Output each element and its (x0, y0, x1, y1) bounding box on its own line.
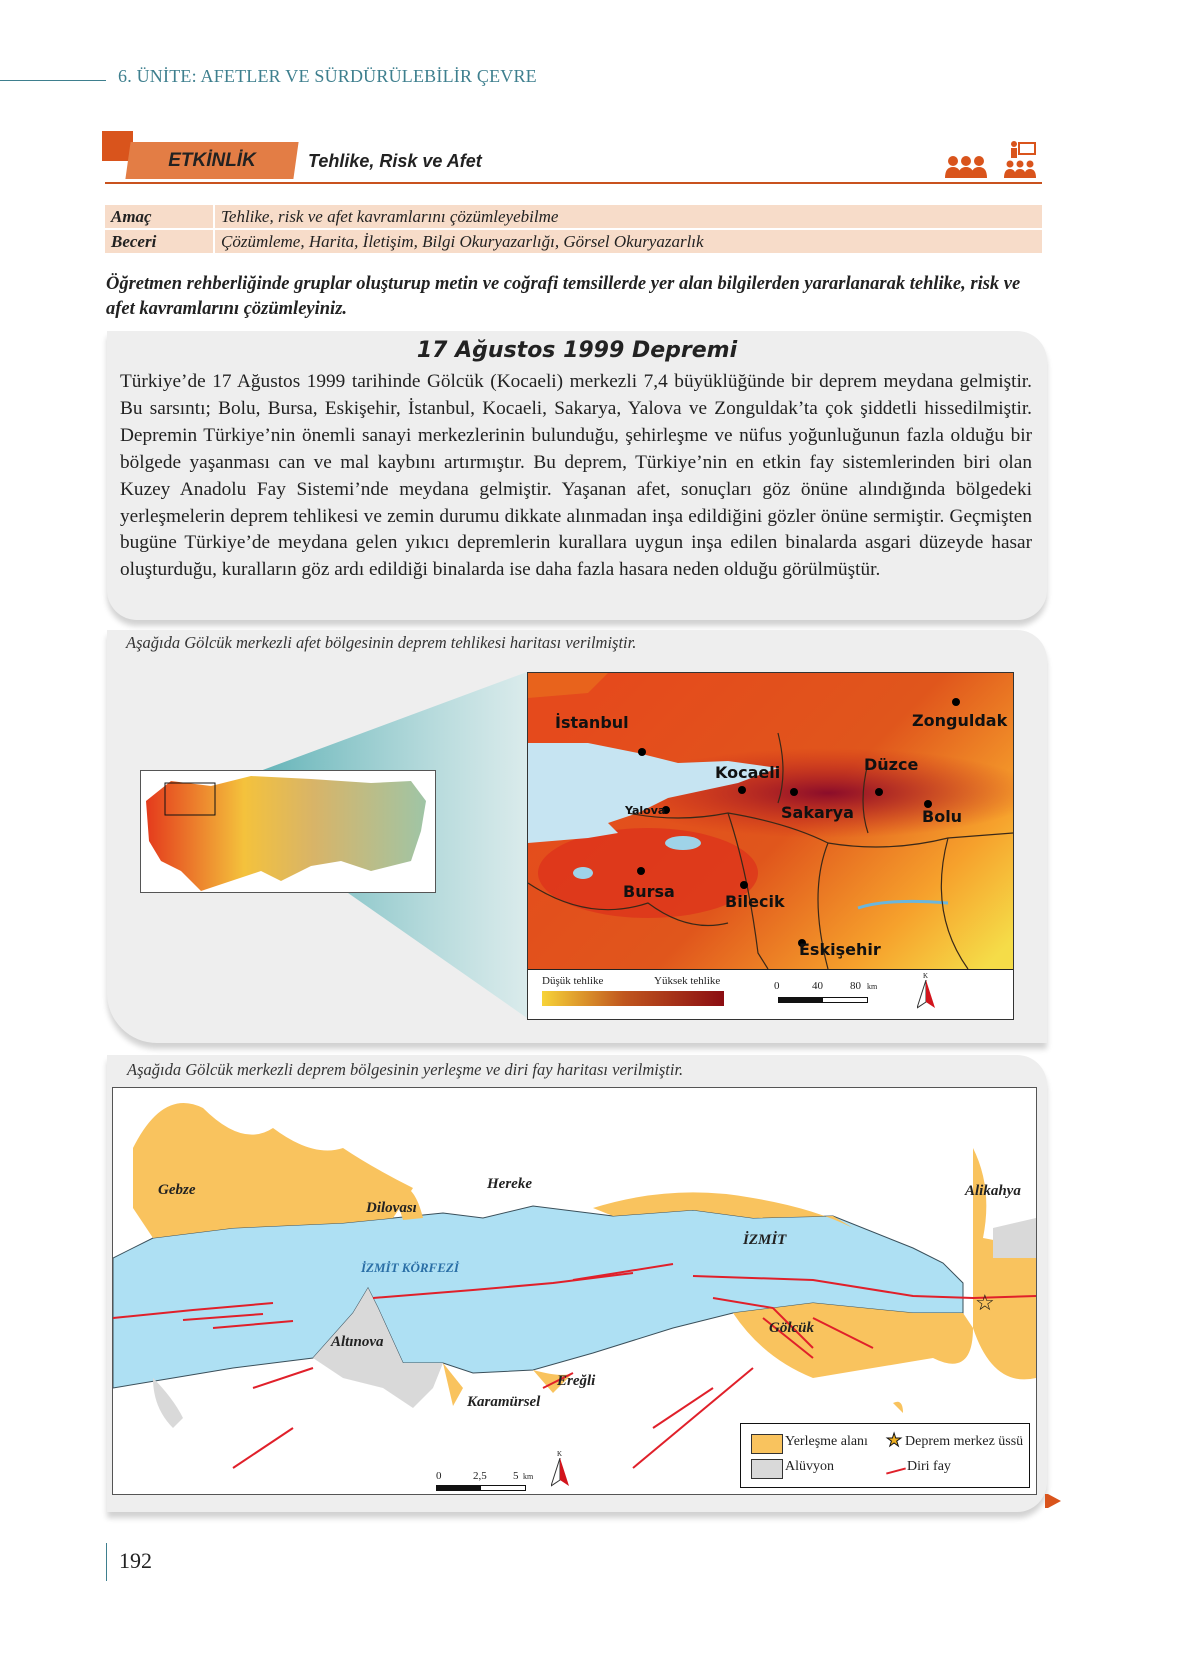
place-label-karamursel: Karamürsel (467, 1394, 541, 1410)
city-label: İstanbul (555, 713, 629, 732)
group-work-icon (945, 156, 987, 178)
reading-body: Türkiye’de 17 Ağustos 1999 tarihinde Gölcük (Kocaeli) merkezli 7,4 büyüklüğünde bir deprem meydana gelmiştir. Bu sarsıntı; Bolu, Bursa, Eskişehir, İstanbul, Kocaeli, Sakarya, Yalova ve Zonguldak’ta çok şiddetli hissedilmiştir. Depremin Türkiye’nin önemli sanayi merkezlerinin bulunduğu, şehirleşme ve nüfus yoğunluğunun fazla olduğu bir bölgede yaşanması can ve mal kaybını artırmıştır. Bu deprem, Türkiye’nin en etkin fay sistemlerinden biri olan Kuzey Anadolu Fay Sistemi’nde meydana gelmiştir. Yaşanan afet, sonuçları göz önüne alındığında bölgedeki yerleşmelerin deprem tehlikesi ve zemin durumu dikkate alınmadan inşa edildiğini gözler önüne sermiştir. Geçmişten bugüne Türkiye’de meydana gelen yıkıcı depremlerin kurallara uygun inşa edilen binalarda asgari düzeyde hasar oluşturduğu, kuralların göz ardı edildiği binalarda ise daha fazla hasara neden olduğu görülmüştür. (120, 371, 1032, 581)
city-dot (740, 881, 748, 889)
legend-alluvium-label: Alüvyon (785, 1459, 834, 1474)
city-label: Bursa (623, 882, 675, 901)
hazard-map (527, 672, 1014, 1020)
continue-arrow-icon (1048, 1494, 1061, 1508)
place-label-alikahya: Alikahya (965, 1183, 1021, 1199)
scale-tick: 5 (513, 1470, 519, 1482)
legend-low-label: Düşük tehlike (542, 975, 604, 987)
city-dot (875, 788, 883, 796)
teacher-presentation-icon (1004, 141, 1036, 178)
city-label: Kocaeli (715, 763, 781, 782)
place-label-hereke: Hereke (487, 1176, 532, 1192)
city-label: Bilecik (725, 892, 785, 911)
place-label-izmit: İZMİT (743, 1232, 787, 1248)
meta-row-aim (105, 205, 1042, 229)
scale-tick: 0 (774, 980, 780, 992)
north-arrow-icon (917, 980, 935, 1010)
reading-title: 17 Ağustos 1999 Depremi (416, 338, 738, 363)
unit-title: 6. ÜNİTE: AFETLER VE SÜRDÜRÜLEBİLİR ÇEVRE (118, 66, 537, 86)
scale-tick: 40 (812, 980, 823, 992)
legend-fault-label: Diri fay (907, 1459, 951, 1474)
turkey-locator-map (140, 770, 436, 893)
activity-tag: ETKİNLİK (168, 150, 256, 171)
meta-key: Beceri (105, 229, 214, 254)
place-label-izmit-gulf: İZMİT KÖRFEZİ (361, 1260, 459, 1275)
scale-tick: 2,5 (473, 1470, 487, 1482)
hazard-gradient-bar (542, 991, 724, 1006)
city-dot (738, 786, 746, 794)
place-label-eregli: Ereğli (557, 1373, 596, 1389)
settlement-map-caption: Aşağıda Gölcük merkezli deprem bölgesinin yerleşme ve diri fay haritası verilmiştir. (127, 1060, 684, 1079)
activity-title: Tehlike, Risk ve Afet (308, 151, 482, 171)
north-label: K (557, 1450, 563, 1458)
instruction-text: Öğretmen rehberliğinde gruplar oluşturup metin ve coğrafi temsillerde yer alan bilgilerden yararlanarak tehlike, risk ve afet kavramlarını çözümleyiniz. (106, 274, 1021, 319)
meta-key: Amaç (105, 205, 214, 229)
place-label-golcuk: Gölcük (769, 1320, 814, 1336)
fault-line-swatch (886, 1467, 906, 1474)
legend-settlement-label: Yerleşme alanı (785, 1434, 868, 1449)
footer-rule (106, 1543, 107, 1581)
city-dot (790, 788, 798, 796)
epicenter-star-icon: ☆ (975, 1290, 995, 1315)
city-label: Yalova (625, 804, 666, 817)
settlement-map-legend (740, 1423, 1030, 1488)
place-label-gebze: Gebze (158, 1182, 196, 1198)
settlement-swatch (751, 1434, 783, 1454)
city-dot (637, 867, 645, 875)
city-label: Sakarya (781, 803, 854, 822)
meta-value: Tehlike, risk ve afet kavramlarını çözümleyebilme (214, 205, 1042, 229)
north-arrow-icon (551, 1458, 569, 1488)
activity-rule (105, 182, 1042, 184)
scale-bar (778, 997, 868, 1003)
hazard-map-caption: Aşağıda Gölcük merkezli afet bölgesinin deprem tehlikesi haritası verilmiştir. (126, 633, 637, 652)
city-label: Bolu (922, 807, 963, 826)
alluvium-swatch (751, 1459, 783, 1479)
meta-row-skill (105, 229, 1042, 254)
activity-meta-table (105, 205, 1042, 255)
city-label: Zonguldak (912, 711, 1008, 730)
scale-bar (436, 1485, 526, 1491)
city-dot (638, 748, 646, 756)
north-label: K (923, 972, 929, 980)
scale-tick: 0 (436, 1470, 442, 1482)
epicenter-star-icon: ★ (886, 1430, 903, 1450)
hazard-legend (528, 969, 1013, 1020)
meta-value: Çözümleme, Harita, İletişim, Bilgi Okuryazarlığı, Görsel Okuryazarlık (214, 229, 1042, 254)
city-label: Eskişehir (799, 940, 881, 959)
city-label: Düzce (864, 755, 919, 774)
scale-unit: km (523, 1472, 534, 1481)
scale-unit: km (867, 982, 878, 991)
place-label-dilovasi: Dilovası (366, 1200, 417, 1216)
page-number: 192 (119, 1548, 152, 1573)
scale-tick: 80 (850, 980, 861, 992)
header-rule (0, 80, 106, 81)
legend-high-label: Yüksek tehlike (654, 975, 721, 987)
legend-epicenter-label: Deprem merkez üssü (905, 1434, 1024, 1449)
place-label-altinova: Altınova (331, 1334, 384, 1350)
city-dot (952, 698, 960, 706)
settlement-fault-map (112, 1087, 1037, 1495)
